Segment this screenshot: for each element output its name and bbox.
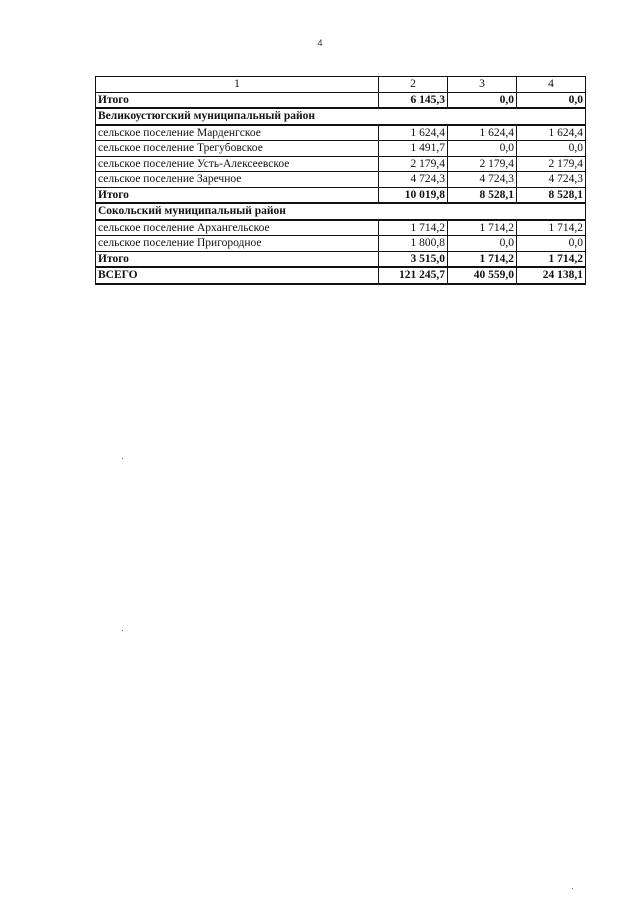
value-cell: 1 800,8	[379, 236, 448, 252]
value-cell: 4 724,3	[448, 172, 517, 188]
value-cell: 3 515,0	[379, 251, 448, 267]
section-header-row	[96, 203, 586, 220]
value-cell: 0,0	[517, 236, 586, 252]
value-cell: 1 624,4	[517, 125, 586, 141]
page-number: 4	[317, 38, 323, 48]
row-label: сельское поселение Архангельское	[96, 220, 379, 236]
total-row	[96, 187, 586, 203]
scan-speck	[572, 888, 573, 889]
table-row	[96, 156, 586, 172]
value-cell: 0,0	[517, 141, 586, 157]
row-label: Итого	[96, 187, 379, 203]
section-title: Сокольский муниципальный район	[96, 203, 586, 220]
header-cell: 4	[517, 77, 586, 93]
header-cell: 2	[379, 77, 448, 93]
header-cell: 1	[96, 77, 379, 93]
value-cell: 121 245,7	[379, 267, 448, 284]
row-label: сельское поселение Марденгское	[96, 125, 379, 141]
value-cell: 1 714,2	[448, 220, 517, 236]
value-cell: 0,0	[517, 92, 586, 108]
row-label: сельское поселение Трегубовское	[96, 141, 379, 157]
table-header-row	[96, 77, 586, 93]
value-cell: 4 724,3	[517, 172, 586, 188]
value-cell: 1 491,7	[379, 141, 448, 157]
value-cell: 24 138,1	[517, 267, 586, 284]
value-cell: 0,0	[448, 92, 517, 108]
value-cell: 0,0	[448, 141, 517, 157]
value-cell: 0,0	[448, 236, 517, 252]
scan-speck	[122, 458, 123, 459]
row-label: Итого	[96, 251, 379, 267]
value-cell: 4 724,3	[379, 172, 448, 188]
value-cell: 1 714,2	[379, 220, 448, 236]
table-row	[96, 141, 586, 157]
table-row	[96, 125, 586, 141]
value-cell: 40 559,0	[448, 267, 517, 284]
budget-table-body	[96, 77, 586, 284]
section-header-row	[96, 108, 586, 125]
row-label: сельское поселение Пригородное	[96, 236, 379, 252]
budget-table	[95, 76, 586, 285]
table-row	[96, 220, 586, 236]
value-cell: 10 019,8	[379, 187, 448, 203]
value-cell: 1 624,4	[379, 125, 448, 141]
value-cell: 1 714,2	[517, 251, 586, 267]
value-cell: 1 714,2	[517, 220, 586, 236]
row-label: Итого	[96, 92, 379, 108]
scan-speck	[122, 630, 123, 631]
value-cell: 2 179,4	[379, 156, 448, 172]
value-cell: 1 624,4	[448, 125, 517, 141]
table-row	[96, 172, 586, 188]
value-cell: 1 714,2	[448, 251, 517, 267]
value-cell: 2 179,4	[448, 156, 517, 172]
row-label: ВСЕГО	[96, 267, 379, 284]
row-label: сельское поселение Заречное	[96, 172, 379, 188]
row-label: сельское поселение Усть-Алексеевское	[96, 156, 379, 172]
value-cell: 8 528,1	[448, 187, 517, 203]
grand-total-row	[96, 267, 586, 284]
header-cell: 3	[448, 77, 517, 93]
value-cell: 8 528,1	[517, 187, 586, 203]
value-cell: 6 145,3	[379, 92, 448, 108]
table-row	[96, 236, 586, 252]
total-row	[96, 92, 586, 108]
section-title: Великоустюгский муниципальный район	[96, 108, 586, 125]
total-row	[96, 251, 586, 267]
value-cell: 2 179,4	[517, 156, 586, 172]
